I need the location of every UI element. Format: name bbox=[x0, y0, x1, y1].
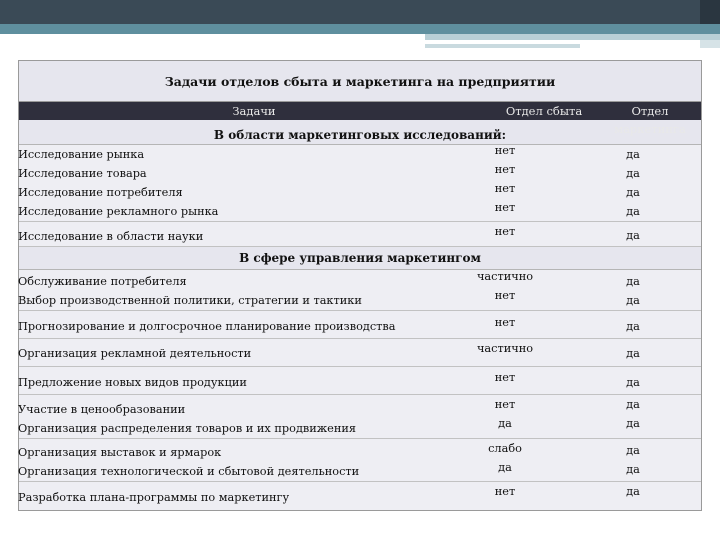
marketing-cell: да bbox=[626, 148, 640, 161]
table-row bbox=[19, 395, 701, 439]
sales-cell: нет bbox=[494, 182, 516, 195]
sales-cell: нет bbox=[494, 144, 516, 157]
sales-cell: нет bbox=[494, 371, 516, 384]
slide-accent-line bbox=[425, 34, 720, 40]
sales-cell: да bbox=[498, 417, 512, 430]
table-title: Задачи отделов сбыта и маркетинга на предприятии bbox=[19, 61, 701, 102]
task-cell: Разработка плана-программы по маркетингу bbox=[18, 491, 290, 504]
marketing-cell: да bbox=[626, 205, 640, 218]
sales-cell: нет bbox=[494, 398, 516, 411]
marketing-cell: да bbox=[626, 167, 640, 180]
task-cell: Исследование в области науки bbox=[18, 230, 204, 243]
task-cell: Организация выставок и ярмарок bbox=[18, 446, 222, 459]
task-cell: Выбор производственной политики, стратегии и тактики bbox=[18, 294, 362, 307]
marketing-cell: да bbox=[626, 320, 640, 333]
sales-cell: слабо bbox=[488, 442, 522, 455]
sales-cell: нет bbox=[494, 201, 516, 214]
sales-cell: нет bbox=[494, 163, 516, 176]
task-cell: Исследование рекламного рынка bbox=[18, 205, 219, 218]
marketing-cell: да bbox=[626, 417, 640, 430]
table-row bbox=[19, 482, 701, 510]
table-row bbox=[19, 311, 701, 339]
table-row bbox=[19, 222, 701, 247]
table-row bbox=[19, 339, 701, 367]
marketing-cell: да bbox=[626, 463, 640, 476]
table-row bbox=[19, 367, 701, 395]
tasks-table bbox=[18, 60, 702, 511]
sales-cell: нет bbox=[494, 225, 516, 238]
task-cell: Исследование рынка bbox=[18, 148, 145, 161]
marketing-cell: да bbox=[626, 294, 640, 307]
marketing-cell: да bbox=[626, 186, 640, 199]
task-cell: Организация рекламной деятельности bbox=[18, 347, 252, 360]
table-row bbox=[19, 270, 701, 311]
task-cell: Организация распределения товаров и их продвижения bbox=[18, 422, 357, 435]
task-cell: Участие в ценообразовании bbox=[18, 403, 186, 416]
slide-accent-strip bbox=[0, 24, 720, 34]
slide-top-bar bbox=[0, 0, 720, 24]
task-cell: Прогнозирование и долгосрочное планирование производства bbox=[18, 320, 396, 333]
task-cell: Организация технологической и сбытовой деятельности bbox=[18, 465, 360, 478]
marketing-cell: да bbox=[626, 275, 640, 288]
sales-cell: нет bbox=[494, 316, 516, 329]
task-cell: Обслуживание потребителя bbox=[18, 275, 187, 288]
task-cell: Исследование потребителя bbox=[18, 186, 183, 199]
slide-accent-line bbox=[700, 40, 720, 48]
table-row bbox=[19, 145, 701, 222]
slide-top-bar-corner bbox=[700, 0, 720, 24]
table-row bbox=[19, 439, 701, 482]
section-heading: В сфере управления маркетингом bbox=[19, 247, 701, 270]
slide-accent-line bbox=[425, 44, 580, 48]
task-cell: Предложение новых видов продукции bbox=[18, 376, 247, 389]
header-marketing: Отдел маркетинга bbox=[614, 104, 686, 136]
section-heading: В области маркетинговых исследований: bbox=[19, 120, 701, 145]
sales-cell: нет bbox=[494, 289, 516, 302]
task-cell: Исследование товара bbox=[18, 167, 147, 180]
marketing-cell: да bbox=[626, 229, 640, 242]
header-tasks: Задачи bbox=[232, 104, 276, 118]
marketing-cell: да bbox=[626, 444, 640, 457]
marketing-cell: да bbox=[626, 376, 640, 389]
sales-cell: нет bbox=[494, 485, 516, 498]
sales-cell: частично bbox=[476, 342, 534, 355]
sales-cell: частично bbox=[476, 270, 534, 283]
marketing-cell: да bbox=[626, 347, 640, 360]
sales-cell: да bbox=[498, 461, 512, 474]
marketing-cell: да bbox=[626, 485, 640, 498]
marketing-cell: да bbox=[626, 398, 640, 411]
header-sales: Отдел сбыта bbox=[505, 104, 583, 118]
